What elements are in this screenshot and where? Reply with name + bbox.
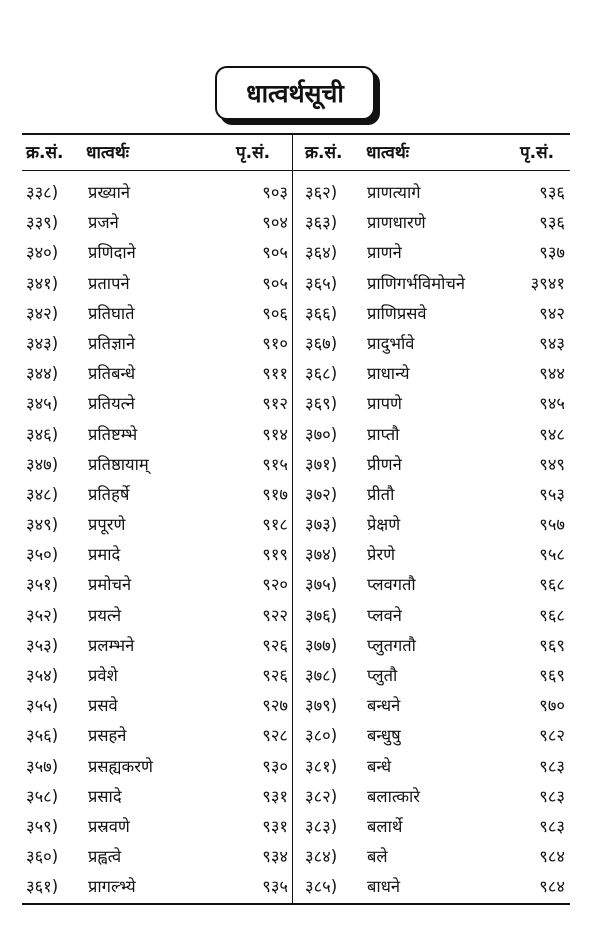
- entry-number: ३४५): [26, 394, 59, 414]
- entry-word: प्राणिगर्भविमोचने: [367, 273, 465, 293]
- index-row: [305, 299, 565, 329]
- entry-number: ३६१): [26, 877, 59, 897]
- entry-page: ९४८: [539, 424, 565, 444]
- entry-number: ३६५): [305, 273, 338, 293]
- index-row: [305, 661, 565, 691]
- entry-number: ३४४): [26, 364, 59, 384]
- entry-word: प्रादुर्भावे: [367, 333, 415, 353]
- entry-number: ३७४): [305, 545, 338, 565]
- index-row: [26, 570, 288, 600]
- entry-word: प्रवेशे: [88, 666, 118, 685]
- entry-word: प्राणने: [367, 243, 402, 263]
- entry-number: ३७५): [305, 575, 338, 595]
- entry-word: प्रेक्षणे: [367, 515, 401, 535]
- entry-number: ३४०): [26, 243, 59, 263]
- entry-word: प्रतिष्टम्भे: [88, 424, 138, 444]
- entry-page: ९४२: [539, 303, 565, 323]
- entry-word: प्रलम्भने: [88, 635, 135, 655]
- entry-number: ३३८): [26, 183, 59, 202]
- index-row: [305, 359, 565, 389]
- index-row: [26, 420, 288, 450]
- entry-page: ९३४: [262, 847, 288, 867]
- entry-word: बलार्थे: [367, 816, 403, 836]
- entry-word: प्रपूरणे: [88, 515, 126, 535]
- entry-number: ३४६): [26, 424, 59, 444]
- entry-number: ३५०): [26, 545, 59, 565]
- entry-page: ९८४: [539, 877, 565, 897]
- entry-number: ३६८): [305, 364, 338, 384]
- entry-page: ९४५: [539, 394, 565, 414]
- right-header-page: पृ.सं.: [520, 143, 555, 163]
- entry-number: ३८२): [305, 786, 338, 806]
- entry-page: ९६८: [539, 575, 565, 595]
- index-row: [26, 872, 288, 902]
- entry-word: प्राणिप्रसवे: [367, 303, 427, 323]
- entry-word: बाधने: [367, 877, 400, 897]
- entry-page: ९०३: [262, 183, 288, 202]
- entry-number: ३७७): [305, 635, 338, 655]
- entry-word: प्रस्रवणे: [88, 816, 130, 836]
- entry-number: ३७८): [305, 666, 338, 685]
- entry-page: ९२२: [262, 605, 288, 625]
- index-row: [26, 540, 288, 570]
- index-row: [26, 299, 288, 329]
- entry-word: बन्धुषु: [367, 726, 401, 746]
- entry-number: ३८१): [305, 756, 338, 776]
- entry-word: बन्धे: [367, 756, 392, 776]
- entry-word: प्रख्याने: [88, 183, 131, 202]
- right-index-column: [305, 178, 565, 903]
- entry-page: ९५८: [539, 545, 565, 565]
- index-row: [305, 450, 565, 480]
- entry-page: ९४३: [539, 333, 565, 353]
- entry-word: प्रीणने: [367, 454, 402, 474]
- entry-number: ३७३): [305, 515, 338, 535]
- entry-page: ९१२: [262, 394, 288, 414]
- entry-word: प्रसवे: [88, 696, 118, 716]
- index-row: [26, 329, 288, 359]
- index-row: [305, 389, 565, 419]
- entry-word: प्राणधारणे: [367, 213, 426, 233]
- entry-word: प्राधान्ये: [367, 364, 410, 384]
- index-row: [26, 238, 288, 268]
- entry-page: ९३६: [539, 183, 565, 202]
- entry-word: प्रतिज्ञाने: [88, 333, 136, 353]
- left-header-num: क्र.सं.: [26, 143, 64, 163]
- entry-page: ९१८: [262, 515, 288, 535]
- entry-word: प्लुतौ: [367, 666, 398, 685]
- entry-number: ३५९): [26, 816, 59, 836]
- index-row: [26, 178, 288, 208]
- entry-page: ९३१: [262, 786, 288, 806]
- entry-number: ३६६): [305, 303, 338, 323]
- index-row: [26, 208, 288, 238]
- entry-page: ९५३: [539, 484, 565, 504]
- entry-page: ९२६: [262, 635, 288, 655]
- entry-word: प्रतिबन्धे: [88, 364, 136, 384]
- entry-word: प्रेरणे: [367, 545, 396, 565]
- index-row: [26, 721, 288, 751]
- entry-page: ९१०: [262, 333, 288, 353]
- entry-page: ९२०: [262, 575, 288, 595]
- top-rule: [22, 133, 570, 135]
- entry-number: ३६३): [305, 213, 338, 233]
- entry-number: ३६२): [305, 183, 338, 202]
- entry-number: ३५१): [26, 575, 59, 595]
- index-row: [26, 842, 288, 872]
- index-row: [305, 329, 565, 359]
- left-header-word: धात्वर्थः: [86, 143, 130, 163]
- entry-page: ९०६: [262, 303, 288, 323]
- entry-word: बलात्कारे: [367, 786, 421, 806]
- entry-word: प्रमादे: [88, 545, 121, 565]
- index-row: [26, 601, 288, 631]
- index-row: [26, 782, 288, 812]
- entry-word: प्रतिघाते: [88, 303, 135, 323]
- entry-number: ३३९): [26, 213, 59, 233]
- index-row: [26, 480, 288, 510]
- entry-word: प्रमोचने: [88, 575, 132, 595]
- index-row: [305, 872, 565, 902]
- entry-word: प्रणिदाने: [88, 243, 136, 263]
- entry-word: बले: [367, 847, 388, 867]
- entry-page: ९११: [262, 364, 288, 384]
- index-row: [26, 450, 288, 480]
- entry-word: प्रसादे: [88, 786, 122, 806]
- entry-page: ९६९: [539, 666, 565, 685]
- entry-page: ९१४: [262, 424, 288, 444]
- entry-page: ९४४: [539, 364, 565, 384]
- entry-number: ३६०): [26, 847, 59, 867]
- entry-page: ९८४: [539, 847, 565, 867]
- entry-word: प्रजने: [88, 213, 119, 233]
- bottom-rule: [22, 903, 570, 905]
- entry-page: ९२६: [262, 666, 288, 685]
- entry-number: ३५६): [26, 726, 59, 746]
- entry-word: प्रसह्यकरणे: [88, 756, 153, 776]
- entry-page: ९८२: [539, 726, 565, 746]
- index-row: [26, 269, 288, 299]
- entry-number: ३७२): [305, 484, 338, 504]
- index-row: [305, 721, 565, 751]
- index-row: [305, 782, 565, 812]
- entry-page: ९८३: [539, 816, 565, 836]
- entry-word: प्रयत्ने: [88, 605, 122, 625]
- index-row: [26, 661, 288, 691]
- right-header-word: धात्वर्थः: [366, 143, 410, 163]
- entry-page: ९२७: [262, 696, 288, 716]
- entry-number: ३७१): [305, 454, 338, 474]
- entry-number: ३८३): [305, 816, 338, 836]
- index-row: [26, 812, 288, 842]
- entry-number: ३८४): [305, 847, 338, 867]
- index-row: [305, 812, 565, 842]
- entry-number: ३६७): [305, 333, 338, 353]
- entry-page: ९८३: [539, 786, 565, 806]
- index-row: [305, 420, 565, 450]
- index-row: [305, 178, 565, 208]
- entry-page: ९०५: [262, 243, 288, 263]
- index-row: [305, 540, 565, 570]
- entry-page: ९७०: [539, 696, 565, 716]
- entry-page: ९६८: [539, 605, 565, 625]
- index-row: [305, 842, 565, 872]
- entry-word: प्रतियत्ने: [88, 394, 135, 414]
- index-row: [305, 752, 565, 782]
- index-row: [305, 208, 565, 238]
- entry-number: ३५७): [26, 756, 59, 776]
- entry-word: प्रागल्भ्ये: [88, 877, 136, 897]
- entry-number: ३५३): [26, 635, 59, 655]
- index-row: [305, 601, 565, 631]
- index-row: [26, 631, 288, 661]
- entry-number: ३७६): [305, 605, 338, 625]
- index-row: [26, 752, 288, 782]
- right-header-num: क्र.सं.: [305, 143, 343, 163]
- index-row: [26, 389, 288, 419]
- entry-number: ३६९): [305, 394, 338, 414]
- left-index-column: [26, 178, 288, 903]
- entry-page: ९३१: [262, 816, 288, 836]
- entry-word: प्राणत्यागे: [367, 183, 421, 202]
- entry-number: ३६४): [305, 243, 338, 263]
- index-row: [305, 480, 565, 510]
- index-row: [26, 359, 288, 389]
- entry-page: ९२८: [262, 726, 288, 746]
- index-row: [305, 631, 565, 661]
- entry-number: ३४८): [26, 484, 59, 504]
- entry-number: ३८०): [305, 726, 338, 746]
- entry-word: प्रतिहर्षे: [88, 484, 130, 504]
- entry-word: प्रतापने: [88, 273, 130, 293]
- entry-word: प्राप्तौ: [367, 424, 400, 444]
- page-title: धात्वर्थसूची: [215, 66, 375, 120]
- entry-page: ९६९: [539, 635, 565, 655]
- header-rule: [22, 170, 570, 171]
- entry-word: प्रीतौ: [367, 484, 395, 504]
- entry-word: प्रसहने: [88, 726, 127, 746]
- entry-word: प्लवने: [367, 605, 402, 625]
- entry-page: ९४९: [539, 454, 565, 474]
- index-row: [305, 238, 565, 268]
- entry-number: ३४३): [26, 333, 59, 353]
- entry-number: ३४७): [26, 454, 59, 474]
- entry-number: ३८५): [305, 877, 338, 897]
- entry-number: ३४१): [26, 273, 59, 293]
- entry-page: ९३५: [262, 877, 288, 897]
- entry-word: बन्धने: [367, 696, 401, 716]
- entry-page: ९५७: [539, 515, 565, 535]
- left-header-page: पृ.सं.: [236, 143, 271, 163]
- entry-number: ३५८): [26, 786, 59, 806]
- entry-word: प्रह्वत्वे: [88, 847, 122, 867]
- entry-number: ३५२): [26, 605, 59, 625]
- entry-page: ९३०: [262, 756, 288, 776]
- entry-number: ३५४): [26, 666, 59, 685]
- column-divider: [292, 133, 293, 905]
- index-row: [26, 691, 288, 721]
- index-row: [305, 691, 565, 721]
- entry-page: ९१७: [262, 484, 288, 504]
- entry-page: ९१५: [262, 454, 288, 474]
- entry-page: ९८३: [539, 756, 565, 776]
- entry-number: ३४९): [26, 515, 59, 535]
- entry-page: ९१९: [262, 545, 288, 565]
- entry-number: ३७९): [305, 696, 338, 716]
- entry-number: ३५५): [26, 696, 59, 716]
- index-row: [305, 269, 565, 299]
- entry-page: ९०४: [262, 213, 288, 233]
- entry-page: ९३६: [539, 213, 565, 233]
- entry-word: प्रापणे: [367, 394, 402, 414]
- index-row: [26, 510, 288, 540]
- entry-number: ३४२): [26, 303, 59, 323]
- entry-number: ३७०): [305, 424, 338, 444]
- entry-word: प्लुतगतौ: [367, 635, 416, 655]
- entry-page: ९०५: [262, 273, 288, 293]
- entry-page: ३९४१: [530, 273, 565, 293]
- index-row: [305, 510, 565, 540]
- entry-word: प्रतिष्ठायाम्: [88, 454, 149, 474]
- entry-word: प्लवगतौ: [367, 575, 416, 595]
- index-row: [305, 570, 565, 600]
- entry-page: ९३७: [539, 243, 565, 263]
